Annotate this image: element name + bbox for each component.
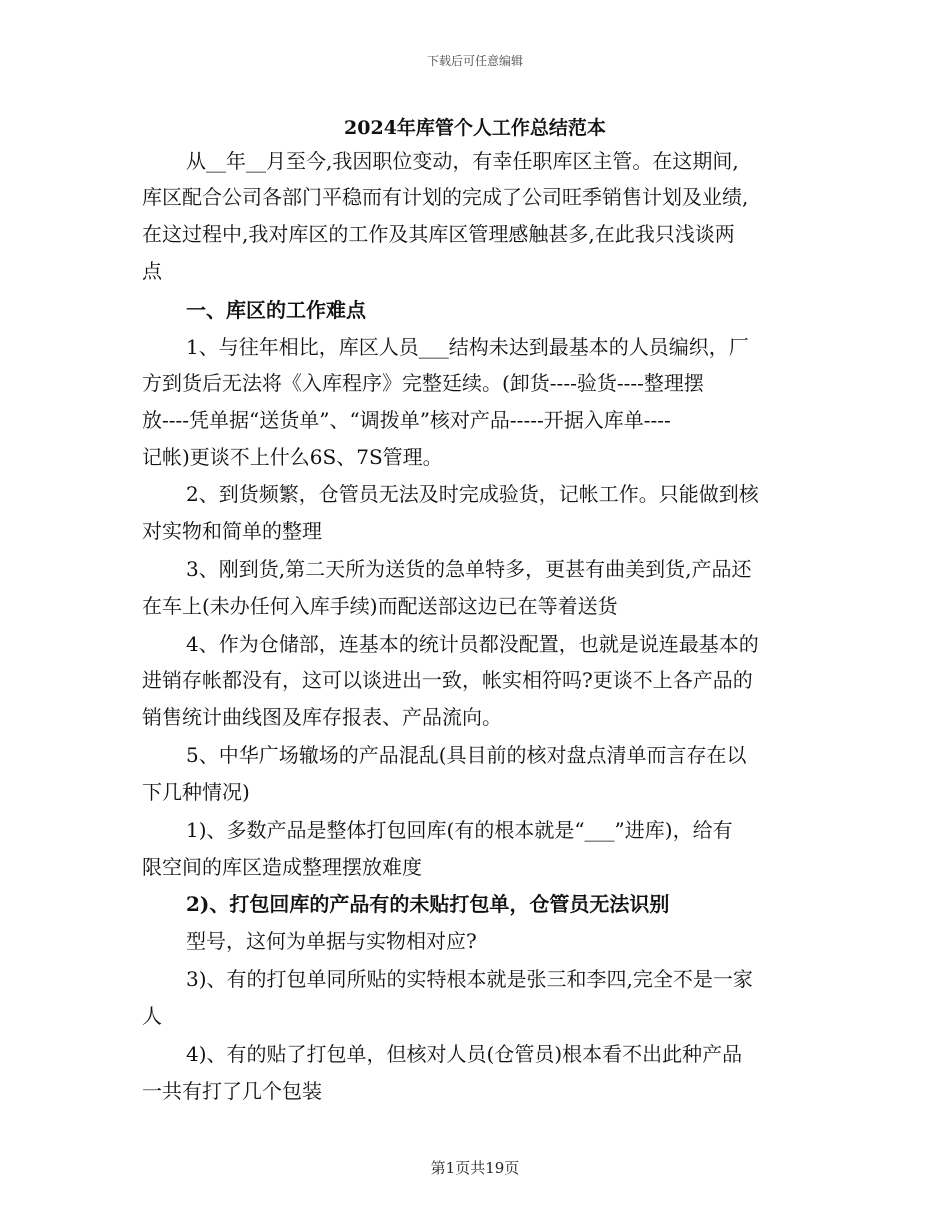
paragraph-line: 限空间的库区造成整理摆放难度 xyxy=(142,855,422,879)
paragraph-line: 3)、有的打包单同所贴的实特根本就是张三和李四,完全不是一家 xyxy=(186,967,753,991)
paragraph-line: 4、作为仓储部，连基本的统计员都没配置，也就是说连最基本的 xyxy=(186,632,759,656)
paragraph-line: 在这过程中,我对库区的工作及其库区管理感触甚多,在此我只浅谈两 xyxy=(142,222,735,246)
paragraph-line: 下几种情况) xyxy=(142,780,250,804)
paragraph-line: 一共有打了几个包装 xyxy=(142,1079,322,1103)
paragraph-line: 型号，这何为单据与实物相对应? xyxy=(186,929,477,953)
paragraph-line: 进销存帐都没有，这可以谈进出一致，帐实相符吗?更谈不上各产品的 xyxy=(142,668,753,692)
page-number: 第1页共19页 xyxy=(430,1159,520,1177)
paragraph-line: 1)、多数产品是整体打包回库(有的根本就是“___”进库)，给有 xyxy=(186,818,733,842)
paragraph-line: 3、刚到货,第二天所为送货的急单特多，更甚有曲美到货,产品还 xyxy=(186,557,752,581)
paragraph-line: 点 xyxy=(142,259,162,283)
paragraph-line: 放----凭单据“送货单”、“调拨单”核对产品-----开据入库单---- xyxy=(142,408,671,432)
paragraph-line: 4)、有的贴了打包单，但核对人员(仓管员)根本看不出此种产品 xyxy=(186,1042,743,1066)
section-heading: 一、库区的工作难点 xyxy=(186,298,366,322)
paragraph-line: 对实物和简单的整理 xyxy=(142,519,322,543)
paragraph-line: 2)、打包回库的产品有的未贴打包单，仓管员无法识别 xyxy=(186,892,670,916)
paragraph-line: 人 xyxy=(142,1004,162,1028)
header-note: 下载后可任意编辑 xyxy=(426,54,523,68)
paragraph-line: 1、与往年相比，库区人员___结构未达到最基本的人员编织，厂 xyxy=(186,335,749,359)
document-title: 2024年库管个人工作总结范本 xyxy=(344,117,606,139)
paragraph-line: 2、到货频繁，仓管员无法及时完成验货，记帐工作。只能做到核 xyxy=(186,482,759,506)
paragraph-line: 5、中华广场辙场的产品混乱(具目前的核对盘点清单而言存在以 xyxy=(186,743,747,767)
paragraph-line: 方到货后无法将《入库程序》完整廷续。(卸货----验货----整理摆 xyxy=(142,371,704,395)
paragraph-line: 库区配合公司各部门平稳而有计划的完成了公司旺季销售计划及业绩, xyxy=(142,185,749,209)
paragraph-line: 记帐)更谈不上什么6S、7S管理。 xyxy=(142,445,443,469)
paragraph-line: 在车上(未办任何入库手续)而配送部这边已在等着送货 xyxy=(142,594,618,618)
paragraph-line: 从__年__月至今,我因职位变动，有幸任职库区主管。在这期间, xyxy=(186,149,739,173)
paragraph-line: 销售统计曲线图及库存报表、产品流向。 xyxy=(142,705,502,729)
